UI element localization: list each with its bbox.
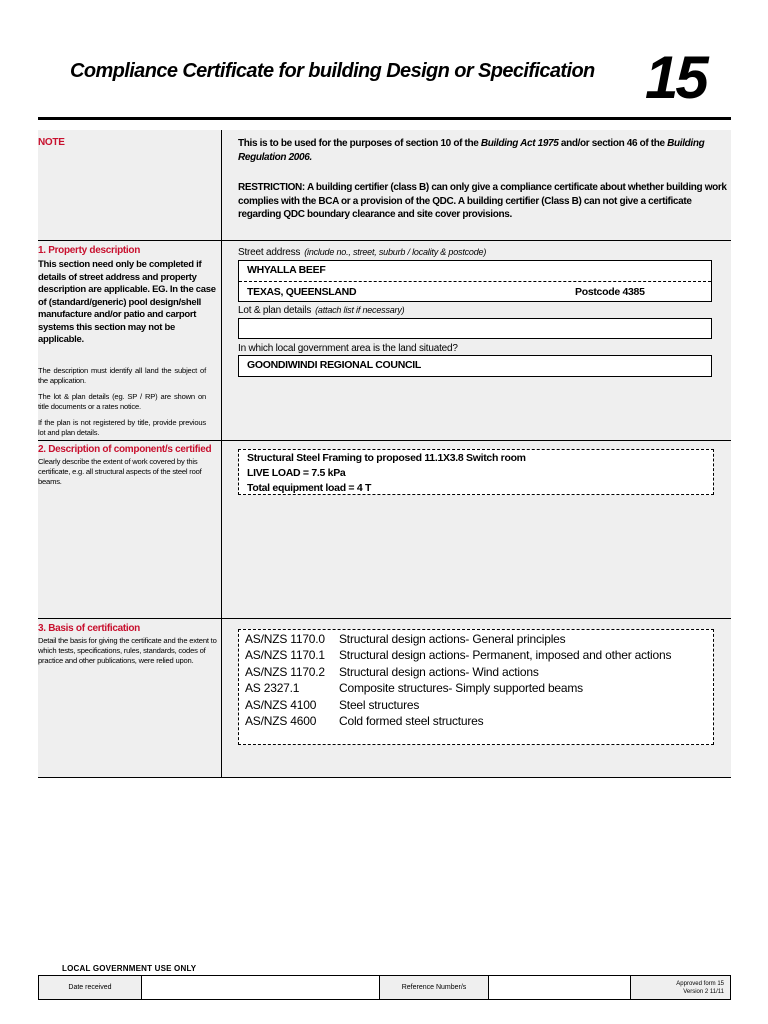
section1-heading: 1. Property description bbox=[38, 245, 141, 256]
note-restriction-text: RESTRICTION: A building certifier (class B) can only give a compliance certificate about whether building work complies with the BCA or a provision of the QDC. A building certifier (Class B) can not give a certificate regarding QDC boundary clearance and site cover provisions. bbox=[238, 182, 727, 220]
section1-note-3: If the plan is not registered by title, provide previous lot and plan details. bbox=[38, 418, 206, 437]
standard-row: AS 2327.1 Composite structures- Simply supported beams bbox=[245, 681, 583, 695]
local-government-use-table bbox=[38, 975, 731, 1000]
standard-row: AS/NZS 1170.0 Structural design actions- General principles bbox=[245, 632, 566, 646]
lga-label: In which local government area is the land situated? bbox=[238, 343, 458, 354]
section1-instructions: This section need only be completed if details of street address and property description are applicable. EG. In the case of (standard/generic) pool design/shell manufacture and/or patio and carport systems this section may not be applicable. bbox=[38, 259, 216, 345]
row-divider bbox=[38, 440, 731, 441]
standard-row: AS/NZS 1170.1 Structural design actions- Permanent, imposed and other actions bbox=[245, 648, 672, 662]
reference-number-field[interactable] bbox=[489, 976, 630, 999]
lot-plan-label: Lot & plan details (attach list if necessary) bbox=[238, 305, 405, 316]
form-number: 15 bbox=[645, 44, 706, 111]
local-government-use-label: LOCAL GOVERNMENT USE ONLY bbox=[62, 964, 197, 973]
postcode-value: Postcode 4385 bbox=[575, 286, 645, 298]
column-divider bbox=[221, 130, 222, 777]
standard-row: AS/NZS 1170.2 Structural design actions- Wind actions bbox=[245, 665, 539, 679]
component-description-field[interactable] bbox=[238, 449, 714, 495]
component-line-2: LIVE LOAD = 7.5 kPa bbox=[247, 467, 346, 479]
section2-heading: 2. Description of component/s certified bbox=[38, 444, 212, 455]
component-line-3: Total equipment load = 4 T bbox=[247, 482, 372, 494]
row-divider bbox=[38, 618, 731, 619]
basis-certification-field[interactable] bbox=[238, 629, 714, 745]
reference-number-label: Reference Number/s bbox=[401, 984, 467, 991]
section1-note-1: The description must identify all land the subject of the application. bbox=[38, 366, 206, 385]
section1-note-2: The lot & plan details (eg. SP / RP) are shown on title documents or a rates notice. bbox=[38, 392, 206, 411]
street-line-2: TEXAS, QUEENSLAND bbox=[247, 286, 357, 298]
section3-heading: 3. Basis of certification bbox=[38, 623, 140, 634]
lot-plan-field[interactable] bbox=[238, 318, 712, 339]
street-address-field[interactable] bbox=[238, 260, 712, 302]
date-received-field[interactable] bbox=[142, 976, 379, 999]
section2-instructions: Clearly describe the extent of work covered by this certificate, e.g. all structural aspects of the steel roof beams. bbox=[38, 457, 202, 486]
form-title: Compliance Certificate for building Design or Specification bbox=[70, 60, 595, 82]
standard-row: AS/NZS 4100 Steel structures bbox=[245, 698, 420, 712]
street-line-1: WHYALLA BEEF bbox=[247, 264, 326, 276]
approved-form-label: Approved form 15 bbox=[676, 980, 724, 987]
row-divider bbox=[38, 777, 731, 778]
title-rule bbox=[38, 117, 731, 120]
version-label: Version 2 11/11 bbox=[683, 988, 724, 995]
section3-instructions: Detail the basis for giving the certificate and the extent to which tests, specifications, rules, standards, codes of practice and other publications, were relied upon. bbox=[38, 636, 217, 665]
row-divider bbox=[38, 240, 731, 241]
form-version-info bbox=[631, 976, 730, 999]
street-address-label: Street address (include no., street, suburb / locality & postcode) bbox=[238, 247, 487, 258]
date-received-label: Date received bbox=[68, 984, 112, 991]
note-purpose-text: This is to be used for the purposes of section 10 of the Building Act 1975 and/or section 46 of the Building Regulation 2006. bbox=[238, 138, 705, 163]
lga-value: GOONDIWINDI REGIONAL COUNCIL bbox=[247, 359, 421, 371]
lga-field[interactable] bbox=[238, 355, 712, 377]
standard-row: AS/NZS 4600 Cold formed steel structures bbox=[245, 714, 484, 728]
component-line-1: Structural Steel Framing to proposed 11.1X3.8 Switch room bbox=[247, 452, 526, 464]
note-heading: NOTE bbox=[38, 137, 65, 148]
